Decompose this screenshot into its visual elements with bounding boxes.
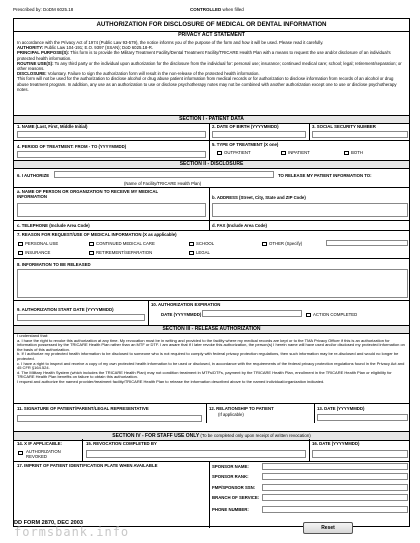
authority-label: AUTHORITY: <box>17 45 44 51</box>
term-d: d. The Military Health System (which includes the TRICARE Health Plan) may not condition treatment in MTFs/DTFs, payment by the TRICARE Health Plan, enrollment in the TRICARE Health Plan or eligibility for TRICARE Health Plan benefits on failure to obtain this authorization. <box>17 369 392 380</box>
sponsor-name-label: SPONSOR NAME: <box>212 464 249 469</box>
form-title: AUTHORIZATION FOR DISCLOSURE OF MEDICAL OR DENTAL INFORMATION <box>96 21 327 28</box>
dob-label: 2. DATE OF BIRTH (YYYYMMDD) <box>212 124 279 129</box>
exp-date-label: DATE (YYYYMMDD) <box>161 312 202 317</box>
personal-checkbox[interactable] <box>18 242 23 246</box>
inpatient-label: INPATIENT <box>288 150 310 155</box>
start-input[interactable] <box>17 314 145 321</box>
authority-text: Public Law 104-191; E.O. 9397 (SSAN); DoD 6025.18-R. <box>43 45 154 51</box>
term-c: c. I have a right to inspect and receive a copy of my own protected health information to be used or disclosed, in accordance with the requirements of the federal privacy protection regulations found in the Privacy Act and 45 CFR §164.524. <box>17 360 405 371</box>
reason-legal-option[interactable] <box>189 250 210 255</box>
release-terms <box>17 334 407 385</box>
reason-label: 7. REASON FOR REQUEST/USE OF MEDICAL INFORMATION (X as applicable) <box>17 232 177 237</box>
term-b: b. If I authorize my protected health information to be disclosed to someone who is not required to comply with federal privacy protection regulations, then such information may be re-disclosed and would no longer be protected. <box>17 351 399 361</box>
start-label: 9. AUTHORIZATION START DATE (YYYYMMDD) <box>17 307 114 312</box>
other-input[interactable] <box>326 240 408 246</box>
reason-retirement-option[interactable] <box>89 250 152 255</box>
retirement-label: RETIREMENT/SEPARATION <box>96 250 153 255</box>
if-applicable-label: 14. X IF APPLICABLE: <box>17 441 62 446</box>
privacy-note: This form will not be used for the authorization to disclose alcohol or drug abuse patient information from medical records or for authorization to disclose information from records of an alcohol or drug abuse treatment program. In addition, any use as an authorization to use or disclose psychotherapy notes may not be combined with another authorization except one to use or disclose psychotherapy notes. <box>17 76 397 92</box>
term-a: a. I have the right to revoke this authorization at any time. My revocation must be in writing and provided to the facility where my medical records are kept or to the TMA Privacy Officer if this is an authorization for information possessed by the TRICARE Health Plan rather than an MTF or DTF. I am aware that if I later revoke this authorization, the person(s) I herein name will have used and/or disclosed my protected information on the basis of this authorization. <box>17 337 405 352</box>
school-label: SCHOOL <box>196 241 215 246</box>
authorize-label: 6. I AUTHORIZE <box>17 173 50 178</box>
legal-checkbox[interactable] <box>189 251 194 255</box>
type-label: 5. TYPE OF TREATMENT (X one) <box>212 142 279 147</box>
info-input[interactable] <box>17 269 408 298</box>
info-label: 8. INFORMATION TO BE RELEASED <box>17 262 91 267</box>
revocation-input[interactable] <box>86 450 306 458</box>
privacy-purpose <box>17 50 406 60</box>
reset-button[interactable]: Reset <box>303 522 353 534</box>
name-input[interactable] <box>17 131 206 138</box>
reason-continued-option[interactable] <box>89 241 155 246</box>
insurance-checkbox[interactable] <box>18 251 23 255</box>
understand-text: I understand that: <box>17 333 49 338</box>
routine-label: ROUTINE USE(S): <box>17 60 54 66</box>
address-label: b. ADDRESS (Street, City, State and ZIP Code) <box>212 195 306 200</box>
retirement-checkbox[interactable] <box>89 251 94 255</box>
controlled-notice <box>190 7 244 12</box>
form-number: DD FORM 2870, DEC 2003 <box>14 520 84 526</box>
continued-checkbox[interactable] <box>89 242 94 246</box>
action-completed-checkbox[interactable] <box>306 313 311 317</box>
fax-label: d. FAX (Include Area Code) <box>212 223 267 228</box>
section-4-heading <box>14 431 409 441</box>
both-label: BOTH <box>351 150 363 155</box>
phone-number-label: PHONE NUMBER: <box>212 507 249 512</box>
address-input[interactable] <box>212 203 408 217</box>
facility-caption: (Name of Facility/TRICARE Health Plan) <box>124 181 202 186</box>
type-inpatient-option[interactable] <box>281 150 310 155</box>
org-label: a. NAME OF PERSON OR ORGANIZATION TO RECEIVE MY MEDICAL INFORMATION <box>17 189 159 200</box>
relationship-note: (If applicable) <box>218 412 244 417</box>
prescribed-by: Prescribed by: DoDM 6025.18 <box>13 7 74 12</box>
continued-label: CONTINUED MEDICAL CARE <box>96 241 155 246</box>
facility-input[interactable] <box>54 171 274 178</box>
date13-input[interactable] <box>317 414 408 421</box>
disclosure-text: Voluntary. Failure to sign the authorization form will result in the non-release of the protected health information. <box>46 71 260 77</box>
privacy-heading: PRIVACY ACT STATEMENT <box>178 32 245 38</box>
legal-label: LEGAL <box>196 250 210 255</box>
branch-label: BRANCH OF SERVICE: <box>212 495 260 500</box>
release-label: TO RELEASE MY PATIENT INFORMATION TO: <box>278 173 372 178</box>
when-filled-label: when filled <box>221 7 244 12</box>
fmp-ssn-label: FMP/SPONSOR SSN: <box>212 485 256 490</box>
imprint-label: 17. IMPRINT OF PATIENT IDENTIFICATION PLATE WHEN AVAILABLE <box>17 463 158 468</box>
other-checkbox[interactable] <box>262 242 267 246</box>
exp-date-input[interactable] <box>202 310 302 317</box>
sponsor-name-input[interactable] <box>262 463 408 470</box>
reason-other-option[interactable] <box>262 241 302 246</box>
section-2-heading: SECTION II - DISCLOSURE <box>14 160 409 169</box>
date16-input[interactable] <box>312 450 408 458</box>
exp-action-option[interactable] <box>306 312 357 317</box>
other-label: OTHER (Specify) <box>269 241 303 246</box>
privacy-statement <box>17 40 406 92</box>
exp-label: 10. AUTHORIZATION EXPIRATION <box>151 302 221 307</box>
outpatient-label: OUTPATIENT <box>224 150 251 155</box>
privacy-routine <box>17 61 406 71</box>
personal-label: PERSONAL USE <box>25 241 59 246</box>
routine-text: To any third party or the individual upon authorization for the disclosure from the individual for: personal use; insurance; continued medical care; school; legal; retirement/separation; or other reasons. <box>17 60 402 72</box>
watermark: formsbank.info <box>14 525 130 539</box>
date16-label: 16. DATE (YYYYMMDD) <box>312 441 360 446</box>
sponsor-rank-label: SPONSOR RANK: <box>212 474 249 479</box>
period-label: 4. PERIOD OF TREATMENT: FROM - TO (YYYYMMDD) <box>17 144 127 149</box>
period-input[interactable] <box>17 151 206 158</box>
disclosure-label: DISCLOSURE: <box>17 71 47 77</box>
insurance-label: INSURANCE <box>25 250 51 255</box>
dob-input[interactable] <box>212 131 306 138</box>
ssn-input[interactable] <box>312 131 408 138</box>
signature-label: 11. SIGNATURE OF PATIENT/PARENT/LEGAL REPRESENTATIVE <box>17 406 149 411</box>
phone-label: c. TELEPHONE (Include Area Code) <box>17 223 90 228</box>
revoked-option[interactable] <box>18 450 25 455</box>
request-text: I request and authorize the named provider/treatment facility/TRICARE Health Plan to release the information described above to the named individual/organization indicated. <box>17 378 325 384</box>
relationship-label: 12. RELATIONSHIP TO PATIENT <box>209 406 274 411</box>
revoked-label: AUTHORIZATION REVOKED <box>26 449 61 460</box>
name-label: 1. NAME (Last, First, Middle Initial) <box>17 124 88 129</box>
type-both-option[interactable] <box>344 150 363 155</box>
fmp-ssn-input[interactable] <box>262 484 408 491</box>
school-checkbox[interactable] <box>189 242 194 246</box>
sponsor-rank-input[interactable] <box>262 473 408 480</box>
section-4-title: SECTION IV - FOR STAFF USE ONLY <box>112 433 200 439</box>
controlled-label: CONTROLLED <box>190 7 222 12</box>
revocation-label: 15. REVOCATION COMPLETED BY <box>86 441 157 446</box>
org-input[interactable] <box>17 203 206 217</box>
purpose-text: This form is to provide the Military Treatment Facility/Dental Treatment Facility/TRICARE Health Plan with a means to request the use and/or disclosure of an individual's protected health information. <box>17 50 391 61</box>
both-checkbox[interactable] <box>344 151 349 155</box>
section-4-note: (To be completed only upon receipt of written revocation) <box>199 433 311 438</box>
reason-personal-option[interactable] <box>18 241 58 246</box>
date13-label: 13. DATE (YYYYMMDD) <box>317 406 365 411</box>
ssn-label: 3. SOCIAL SECURITY NUMBER <box>312 124 376 129</box>
inpatient-checkbox[interactable] <box>281 151 286 155</box>
outpatient-checkbox[interactable] <box>217 151 222 155</box>
dd-form-2870 <box>13 18 410 527</box>
purpose-label: PRINCIPAL PURPOSE(S): <box>17 50 70 56</box>
reason-insurance-option[interactable] <box>18 250 50 255</box>
phone-number-input[interactable] <box>262 506 408 513</box>
reason-school-option[interactable] <box>189 241 214 246</box>
revoked-checkbox[interactable] <box>18 451 23 455</box>
privacy-intro: In accordance with the Privacy Act of 1974 (Public Law 93-579), the notice informs you of the purpose of the form and how it will be used. Please read it carefully. <box>17 40 324 45</box>
type-outpatient-option[interactable] <box>217 150 251 155</box>
branch-input[interactable] <box>262 494 408 501</box>
section-3-heading: SECTION III - RELEASE AUTHORIZATION <box>14 325 409 334</box>
action-completed-label: ACTION COMPLETED <box>313 312 358 317</box>
signature-input[interactable] <box>17 415 202 422</box>
section-1-heading: SECTION I - PATIENT DATA <box>14 115 409 124</box>
